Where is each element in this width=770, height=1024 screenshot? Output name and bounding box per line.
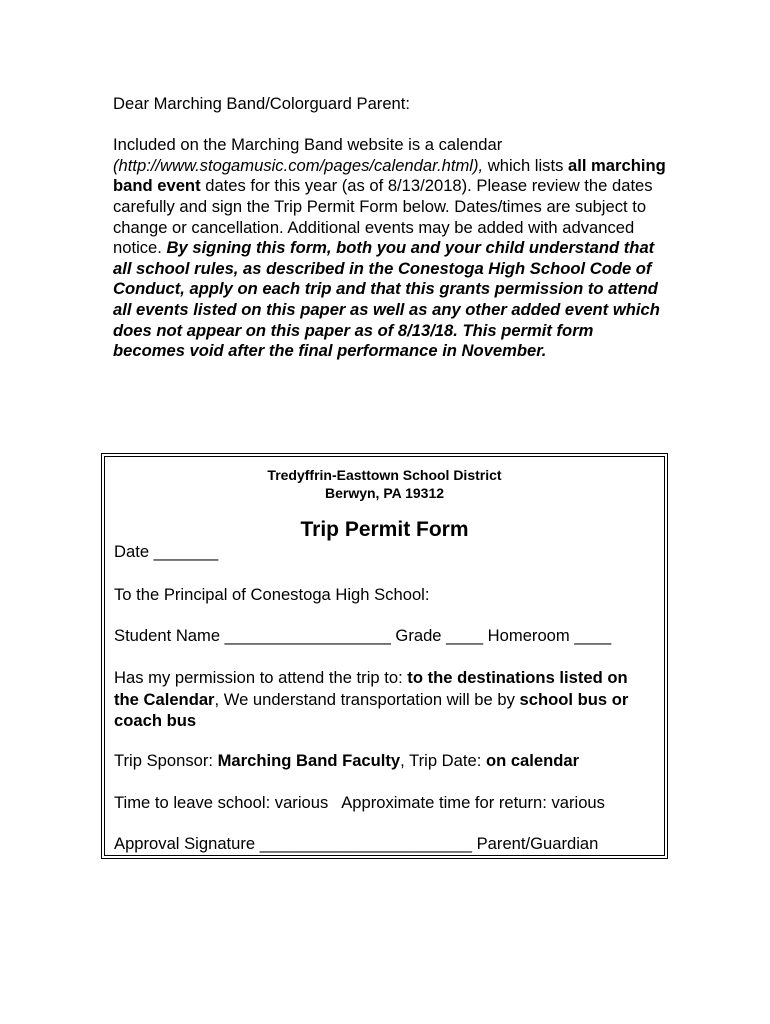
time-line: Time to leave school: various Approximate time for return: various	[114, 793, 605, 812]
letter-conduct-statement: By signing this form, both you and your child understand that all school rules, as described in the Conestoga High School Code of Conduct, apply on each trip and that this grants permission to attend all events listed on this paper as well as any other added event which does not appear on this paper as of 8/13/18. This permit form becomes void after the final performance in November.	[113, 238, 660, 361]
permission-transport: school bus or coach bus	[114, 689, 629, 730]
form-title: Trip Permit Form	[300, 518, 469, 541]
principal-line: To the Principal of Conestoga High School:	[114, 585, 430, 604]
parent-letter	[113, 94, 668, 362]
permission-statement	[114, 667, 654, 732]
permission-destination: to the destinations listed on the Calendar	[114, 668, 628, 709]
district-city: Berwyn, PA 19312	[324, 485, 445, 501]
district-name: Tredyffrin-Easttown School District	[267, 467, 502, 483]
trip-date-value: on calendar	[485, 751, 580, 770]
permission-mid: , We understand transportation will be by	[214, 689, 520, 709]
letter-bold-events: all marching band event	[113, 155, 666, 196]
letter-which: which lists	[483, 155, 568, 175]
sponsor-label: Trip Sponsor:	[114, 751, 218, 770]
student-info-fields[interactable]: Student Name __________________ Grade ____ Homeroom ____	[114, 626, 612, 645]
calendar-url: (http://www.stogamusic.com/pages/calendar.html),	[113, 155, 484, 175]
sponsor-line	[114, 750, 654, 772]
date-field[interactable]: Date _______	[114, 542, 219, 561]
letter-body	[113, 135, 668, 362]
trip-permit-form	[101, 453, 668, 859]
permission-pre: Has my permission to attend the trip to:	[114, 668, 408, 687]
letter-intro: Included on the Marching Band website is a calendar	[113, 135, 503, 155]
letter-rest: dates for this year (as of 8/13/2018). Please review the dates carefully and sign the Trip Permit Form below. Dates/times are subject to change or cancellation. Additional events may be added with advanced notice.	[113, 176, 653, 258]
form-header	[105, 466, 664, 502]
sponsor-value: Marching Band Faculty	[217, 751, 401, 770]
signature-field[interactable]: Approval Signature _______________________ Parent/Guardian	[114, 834, 599, 853]
trip-date-label: , Trip Date:	[400, 751, 486, 770]
letter-greeting: Dear Marching Band/Colorguard Parent:	[113, 94, 411, 113]
